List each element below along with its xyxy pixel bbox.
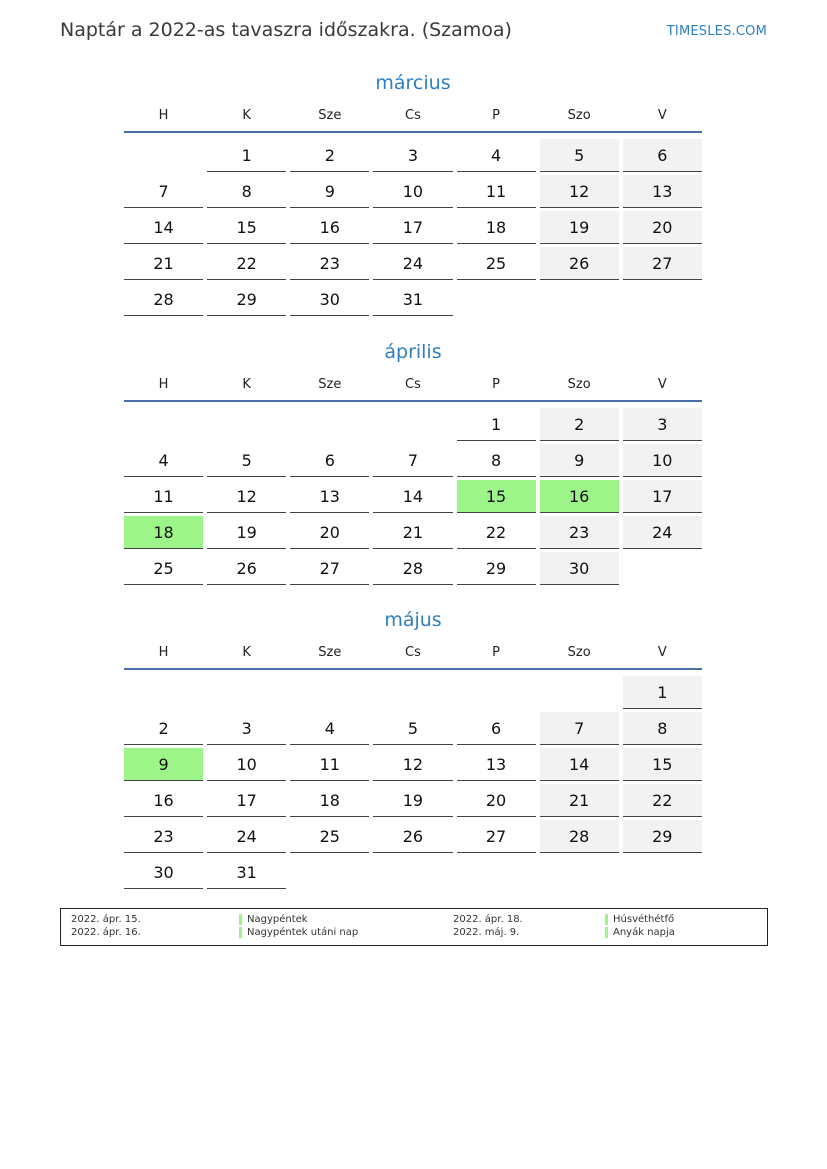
weekday-label: K [242, 377, 251, 392]
weekend-day-cell: 30 [540, 552, 619, 585]
day-slot [621, 173, 704, 209]
week-row [122, 674, 704, 710]
holiday-legend [60, 908, 768, 946]
week-row [122, 478, 704, 514]
weekend-day-cell: 1 [623, 676, 702, 709]
day-slot [205, 478, 288, 514]
day-slot [122, 782, 205, 818]
day-slot [621, 514, 704, 550]
week-row [122, 514, 704, 550]
day-slot [288, 550, 371, 586]
weekday-label: H [158, 377, 169, 392]
day-cell: 3 [207, 712, 286, 745]
weekday-header-row [122, 376, 704, 400]
day-cell: 8 [457, 444, 536, 477]
day-cell: 23 [290, 247, 369, 280]
day-slot [122, 209, 205, 245]
holiday-day-cell: 18 [124, 516, 203, 549]
day-slot [122, 710, 205, 746]
weekend-day-cell: 29 [623, 820, 702, 853]
holiday-color-swatch [605, 914, 608, 925]
day-slot [371, 710, 454, 746]
day-slot [538, 782, 621, 818]
day-slot [205, 442, 288, 478]
day-slot [538, 245, 621, 281]
day-slot [455, 442, 538, 478]
day-cell: 5 [207, 444, 286, 477]
legend-holiday-name: Nagypéntek utáni nap [247, 927, 359, 938]
day-slot [122, 406, 205, 442]
month-calendar-march [122, 69, 704, 317]
week-row [122, 245, 704, 281]
weekend-day-cell: 10 [623, 444, 702, 477]
month-name: április [384, 341, 442, 363]
day-slot [538, 854, 621, 890]
day-slot [371, 245, 454, 281]
day-slot [538, 710, 621, 746]
weekday-label: Szo [567, 108, 591, 123]
week-row [122, 137, 704, 173]
day-cell: 1 [457, 408, 536, 441]
day-cell: 13 [457, 748, 536, 781]
day-slot [288, 710, 371, 746]
day-cell: 6 [290, 444, 369, 477]
day-slot [122, 442, 205, 478]
day-slot [538, 550, 621, 586]
week-row [122, 442, 704, 478]
holiday-day-cell: 15 [457, 480, 536, 513]
day-slot [288, 406, 371, 442]
legend-item [71, 913, 411, 926]
day-slot [371, 550, 454, 586]
day-cell: 18 [457, 211, 536, 244]
weekend-day-cell: 24 [623, 516, 702, 549]
day-slot [122, 137, 205, 173]
day-slot [288, 209, 371, 245]
day-slot [371, 854, 454, 890]
day-slot [205, 674, 288, 710]
legend-date: 2022. ápr. 15. [71, 914, 141, 925]
day-cell: 21 [124, 247, 203, 280]
day-slot [455, 406, 538, 442]
day-slot [205, 137, 288, 173]
day-slot [288, 137, 371, 173]
day-slot [621, 209, 704, 245]
legend-item [453, 926, 753, 939]
day-slot [205, 245, 288, 281]
weekday-label: Szo [567, 645, 591, 660]
day-slot [371, 173, 454, 209]
day-slot [455, 674, 538, 710]
weekday-label: Sze [318, 645, 342, 660]
legend-holiday-name: Anyák napja [613, 927, 675, 938]
day-cell: 22 [457, 516, 536, 549]
day-slot [205, 281, 288, 317]
day-cell: 11 [124, 480, 203, 513]
day-slot [621, 550, 704, 586]
day-cell: 17 [373, 211, 452, 244]
weekday-label: P [492, 377, 500, 392]
day-cell: 8 [207, 175, 286, 208]
day-cell: 30 [290, 283, 369, 316]
day-cell: 11 [290, 748, 369, 781]
weekend-day-cell: 8 [623, 712, 702, 745]
day-slot [371, 281, 454, 317]
legend-item [71, 926, 411, 939]
day-cell: 21 [373, 516, 452, 549]
weekday-label: Cs [405, 645, 421, 660]
day-slot [455, 137, 538, 173]
week-row [122, 710, 704, 746]
header-divider [124, 400, 702, 402]
weekday-header-row [122, 107, 704, 131]
weekend-day-cell: 3 [623, 408, 702, 441]
day-slot [205, 854, 288, 890]
day-cell: 24 [207, 820, 286, 853]
weekday-label: H [158, 108, 169, 123]
weekend-day-cell: 5 [540, 139, 619, 172]
day-slot [122, 281, 205, 317]
weekday-label: P [492, 108, 500, 123]
day-slot [455, 854, 538, 890]
day-slot [371, 478, 454, 514]
day-slot [288, 173, 371, 209]
day-cell: 31 [207, 856, 286, 889]
day-cell: 29 [207, 283, 286, 316]
day-cell: 17 [207, 784, 286, 817]
week-row [122, 782, 704, 818]
day-slot [371, 674, 454, 710]
day-cell: 11 [457, 175, 536, 208]
legend-item [453, 913, 753, 926]
week-row [122, 550, 704, 586]
day-slot [288, 818, 371, 854]
day-slot [621, 245, 704, 281]
day-cell: 2 [124, 712, 203, 745]
day-cell: 25 [457, 247, 536, 280]
weekend-day-cell: 27 [623, 247, 702, 280]
day-slot [538, 478, 621, 514]
day-cell: 18 [290, 784, 369, 817]
brand-link[interactable]: TIMESLES.COM [666, 24, 767, 39]
day-cell: 3 [373, 139, 452, 172]
legend-date: 2022. máj. 9. [453, 927, 520, 938]
day-grid [122, 674, 704, 890]
day-slot [371, 782, 454, 818]
day-slot [205, 818, 288, 854]
day-slot [455, 173, 538, 209]
day-slot [538, 514, 621, 550]
week-row [122, 854, 704, 890]
header-divider [124, 131, 702, 133]
weekend-day-cell: 12 [540, 175, 619, 208]
day-slot [122, 818, 205, 854]
day-slot [371, 209, 454, 245]
day-cell: 14 [124, 211, 203, 244]
weekday-label: Szo [567, 377, 591, 392]
day-slot [538, 442, 621, 478]
day-slot [288, 514, 371, 550]
day-slot [455, 245, 538, 281]
day-slot [455, 209, 538, 245]
holiday-day-cell: 9 [124, 748, 203, 781]
day-cell: 26 [373, 820, 452, 853]
day-slot [621, 442, 704, 478]
weekday-label: Sze [318, 377, 342, 392]
weekend-day-cell: 20 [623, 211, 702, 244]
day-cell: 19 [207, 516, 286, 549]
weekend-day-cell: 9 [540, 444, 619, 477]
day-slot [288, 854, 371, 890]
day-slot [538, 137, 621, 173]
day-slot [288, 281, 371, 317]
day-grid [122, 406, 704, 586]
weekend-day-cell: 28 [540, 820, 619, 853]
weekend-day-cell: 14 [540, 748, 619, 781]
legend-holiday-name: Húsvéthétfő [613, 914, 675, 925]
day-slot [621, 746, 704, 782]
day-cell: 20 [290, 516, 369, 549]
weekday-label: K [242, 108, 251, 123]
weekday-label: V [657, 108, 667, 123]
day-slot [455, 550, 538, 586]
day-slot [621, 818, 704, 854]
day-slot [621, 281, 704, 317]
day-grid [122, 137, 704, 317]
weekend-day-cell: 26 [540, 247, 619, 280]
day-slot [538, 818, 621, 854]
day-slot [621, 782, 704, 818]
day-cell: 13 [290, 480, 369, 513]
day-slot [538, 746, 621, 782]
day-slot [288, 245, 371, 281]
weekend-day-cell: 19 [540, 211, 619, 244]
week-row [122, 209, 704, 245]
day-cell: 10 [373, 175, 452, 208]
page-title: Naptár a 2022-as tavaszra időszakra. (Szamoa) [60, 19, 512, 41]
day-slot [455, 818, 538, 854]
week-row [122, 746, 704, 782]
day-cell: 28 [373, 552, 452, 585]
day-slot [122, 550, 205, 586]
weekday-label: V [657, 645, 667, 660]
day-slot [205, 209, 288, 245]
weekend-day-cell: 6 [623, 139, 702, 172]
weekday-label: Sze [318, 108, 342, 123]
day-slot [288, 674, 371, 710]
day-cell: 23 [124, 820, 203, 853]
day-cell: 26 [207, 552, 286, 585]
weekday-label: Cs [405, 108, 421, 123]
week-row [122, 173, 704, 209]
day-cell: 4 [457, 139, 536, 172]
day-cell: 7 [124, 175, 203, 208]
weekend-day-cell: 17 [623, 480, 702, 513]
day-cell: 27 [290, 552, 369, 585]
day-slot [455, 710, 538, 746]
day-slot [538, 674, 621, 710]
month-name: május [384, 609, 442, 631]
day-slot [621, 710, 704, 746]
day-slot [122, 478, 205, 514]
day-slot [122, 514, 205, 550]
month-name: március [375, 72, 451, 94]
day-slot [205, 173, 288, 209]
weekend-day-cell: 15 [623, 748, 702, 781]
day-cell: 9 [290, 175, 369, 208]
weekend-day-cell: 22 [623, 784, 702, 817]
weekend-day-cell: 21 [540, 784, 619, 817]
holiday-color-swatch [239, 927, 242, 938]
day-slot [122, 854, 205, 890]
day-slot [371, 137, 454, 173]
day-slot [371, 406, 454, 442]
day-slot [122, 746, 205, 782]
day-slot [288, 746, 371, 782]
day-cell: 16 [124, 784, 203, 817]
weekday-label: K [242, 645, 251, 660]
weekend-day-cell: 23 [540, 516, 619, 549]
day-cell: 30 [124, 856, 203, 889]
day-slot [621, 854, 704, 890]
legend-date: 2022. ápr. 18. [453, 914, 523, 925]
day-slot [371, 514, 454, 550]
weekday-label: Cs [405, 377, 421, 392]
weekend-day-cell: 13 [623, 175, 702, 208]
day-cell: 6 [457, 712, 536, 745]
holiday-color-swatch [239, 914, 242, 925]
day-slot [122, 173, 205, 209]
day-cell: 4 [290, 712, 369, 745]
day-cell: 15 [207, 211, 286, 244]
weekday-label: V [657, 377, 667, 392]
weekend-day-cell: 2 [540, 408, 619, 441]
day-slot [621, 137, 704, 173]
day-slot [455, 281, 538, 317]
day-cell: 24 [373, 247, 452, 280]
legend-holiday-name: Nagypéntek [247, 914, 308, 925]
day-cell: 28 [124, 283, 203, 316]
day-slot [621, 674, 704, 710]
day-cell: 29 [457, 552, 536, 585]
day-slot [455, 514, 538, 550]
holiday-day-cell: 16 [540, 480, 619, 513]
day-cell: 27 [457, 820, 536, 853]
day-cell: 25 [124, 552, 203, 585]
day-slot [455, 478, 538, 514]
day-slot [455, 746, 538, 782]
weekday-header-row [122, 644, 704, 668]
day-slot [288, 442, 371, 478]
header-divider [124, 668, 702, 670]
day-slot [371, 442, 454, 478]
day-slot [538, 173, 621, 209]
day-cell: 4 [124, 444, 203, 477]
day-slot [621, 406, 704, 442]
day-cell: 10 [207, 748, 286, 781]
day-slot [621, 478, 704, 514]
day-slot [205, 746, 288, 782]
weekday-label: H [158, 645, 169, 660]
day-cell: 19 [373, 784, 452, 817]
day-slot [538, 209, 621, 245]
holiday-color-swatch [605, 927, 608, 938]
day-slot [205, 782, 288, 818]
day-cell: 7 [373, 444, 452, 477]
day-slot [205, 514, 288, 550]
legend-date: 2022. ápr. 16. [71, 927, 141, 938]
month-calendar-april [122, 338, 704, 586]
weekend-day-cell: 7 [540, 712, 619, 745]
day-cell: 2 [290, 139, 369, 172]
day-slot [122, 674, 205, 710]
month-calendar-may [122, 606, 704, 890]
day-cell: 22 [207, 247, 286, 280]
day-cell: 16 [290, 211, 369, 244]
day-slot [455, 782, 538, 818]
day-cell: 1 [207, 139, 286, 172]
day-slot [288, 478, 371, 514]
day-slot [205, 550, 288, 586]
day-cell: 12 [373, 748, 452, 781]
day-cell: 12 [207, 480, 286, 513]
day-slot [122, 245, 205, 281]
day-slot [205, 710, 288, 746]
day-slot [538, 281, 621, 317]
week-row [122, 281, 704, 317]
day-cell: 25 [290, 820, 369, 853]
week-row [122, 406, 704, 442]
day-slot [288, 782, 371, 818]
day-cell: 20 [457, 784, 536, 817]
day-cell: 14 [373, 480, 452, 513]
day-cell: 5 [373, 712, 452, 745]
day-cell: 31 [373, 283, 452, 316]
week-row [122, 818, 704, 854]
day-slot [371, 818, 454, 854]
day-slot [371, 746, 454, 782]
weekday-label: P [492, 645, 500, 660]
day-slot [538, 406, 621, 442]
day-slot [205, 406, 288, 442]
